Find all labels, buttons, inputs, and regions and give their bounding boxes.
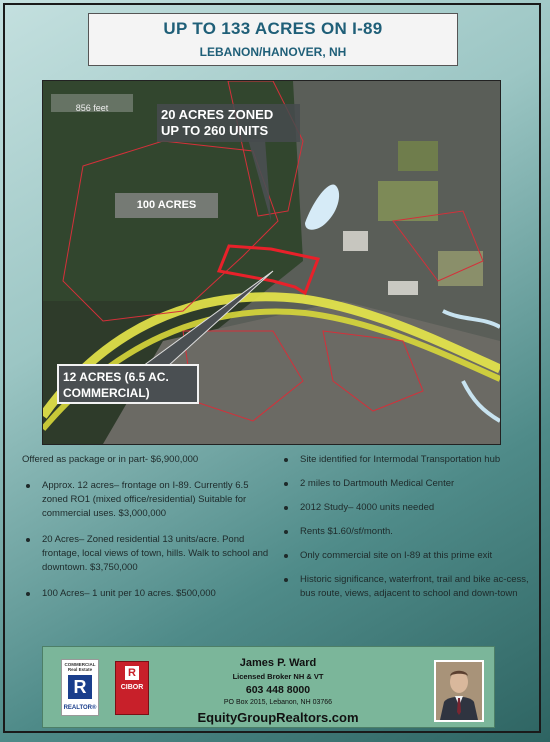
callout-12-line2: COMMERCIAL) xyxy=(63,386,150,400)
page-subtitle: LEBANON/HANOVER, NH xyxy=(199,45,347,59)
bullet-commercial-site: Only commercial site on I-89 at this prime exit xyxy=(280,549,535,563)
callout-20-line2: UP TO 260 UNITS xyxy=(161,123,269,138)
broker-license: Licensed Broker NH & VT xyxy=(232,672,324,681)
callout-20-acres xyxy=(157,104,300,142)
left-bullets xyxy=(22,479,272,601)
broker-photo xyxy=(434,660,484,722)
realtor-logo xyxy=(61,659,99,716)
bullet-rents: Rents $1.60/sf/month. xyxy=(280,525,535,539)
bullet-study: 2012 Study– 4000 units needed xyxy=(280,501,535,515)
realtor-logo-letter: R xyxy=(68,675,92,699)
realtor-logo-caption: COMMERCIAL Real Estate xyxy=(64,662,96,672)
map-scale-bar: 856 feet xyxy=(51,94,133,112)
right-bullets xyxy=(280,453,535,601)
callout-100-acres: 100 ACRES xyxy=(115,193,218,218)
broker-phone[interactable]: 603 448 8000 xyxy=(245,684,311,696)
broker-name: James P. Ward xyxy=(239,657,317,669)
broker-photo-drawing xyxy=(436,662,482,720)
left-column xyxy=(22,453,272,613)
bullet-historic: Historic significance, waterfront, trail and bike ac-cess, bus route, views, adjacent to school and down-town xyxy=(280,573,535,601)
callout-20-line1: 20 ACRES ZONED xyxy=(161,107,274,122)
callout-12-line1: 12 ACRES (6.5 AC. xyxy=(63,370,169,384)
cibor-logo-text: CIBOR xyxy=(120,684,144,691)
page-title: UP TO 133 ACRES ON I-89 xyxy=(163,19,383,38)
bullet-transport-hub: Site identified for Intermodal Transportation hub xyxy=(280,453,535,467)
offer-text: Offered as package or in part- $6,900,000 xyxy=(22,454,199,465)
right-column xyxy=(280,453,535,611)
bullet-12-acres: Approx. 12 acres– frontage on I-89. Currently 6.5 zoned RO1 (mixed office/residential) Suitable for commercial uses. $3,000,000 xyxy=(22,479,272,521)
broker-contact xyxy=(173,657,383,725)
cibor-logo xyxy=(115,661,149,715)
callout-12-acres xyxy=(57,364,199,404)
bullet-100-acres: 100 Acres– 1 unit per 10 acres. $500,000 xyxy=(22,587,272,601)
broker-website-link[interactable]: EquityGroupRealtors.com xyxy=(197,710,359,725)
bullet-medical-center: 2 miles to Dartmouth Medical Center xyxy=(280,477,535,491)
broker-address: PO Box 2015, Lebanon, NH 03766 xyxy=(223,699,333,706)
broker-footer xyxy=(42,646,495,728)
cibor-logo-letter: R xyxy=(125,666,139,680)
realtor-logo-text: REALTOR® xyxy=(63,705,97,711)
title-box xyxy=(88,13,458,66)
bullet-20-acres: 20 Acres– Zoned residential 13 units/acre. Pond frontage, local views of town, hills. Walk to school and downtown. $3,750,000 xyxy=(22,533,272,575)
aerial-map xyxy=(42,80,501,445)
